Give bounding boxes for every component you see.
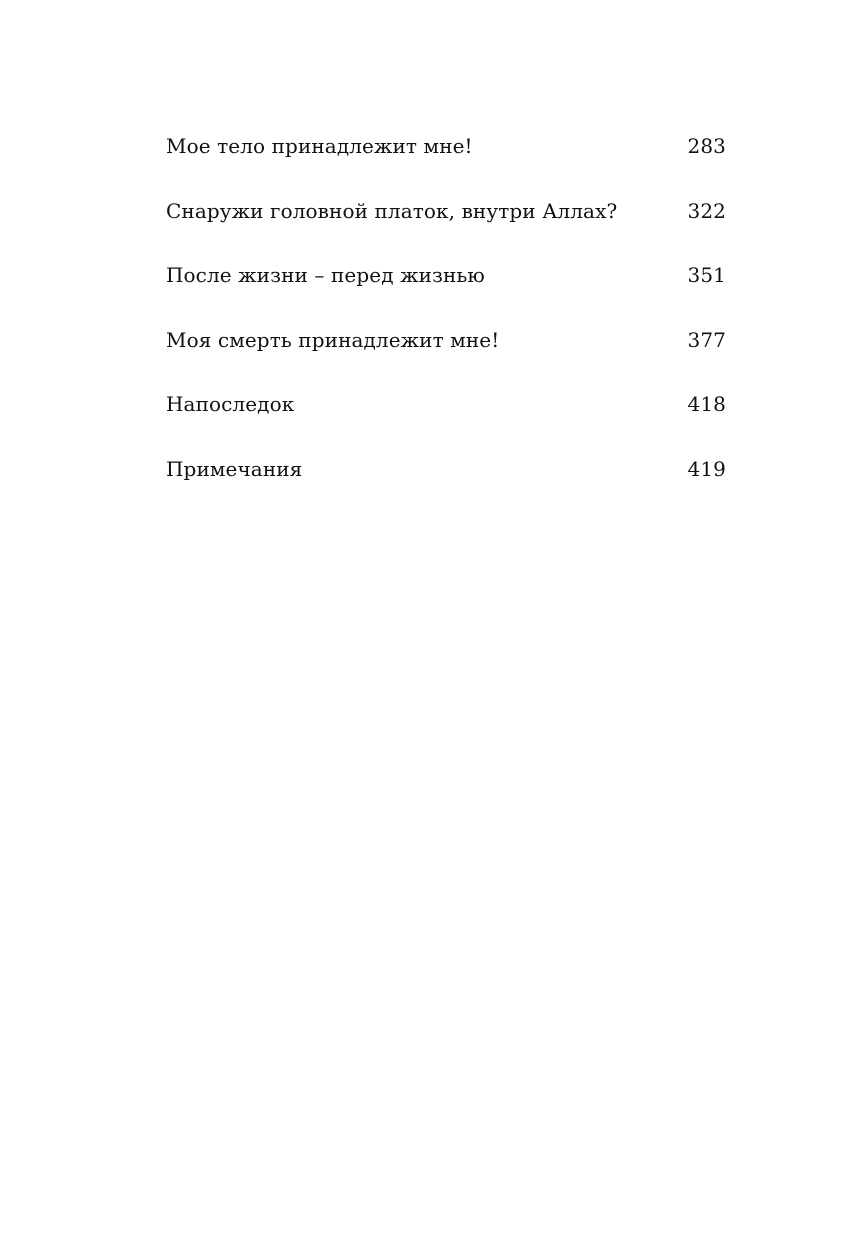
toc-entry-page-number: 351: [687, 263, 726, 288]
toc-entry: [166, 134, 726, 199]
toc-entry: [166, 263, 726, 328]
toc-entry-title: Напоследок: [166, 392, 295, 417]
table-of-contents: [166, 134, 726, 522]
toc-entry: [166, 328, 726, 393]
toc-entry-page-number: 377: [687, 327, 726, 352]
toc-entry-title: Снаружи головной платок, внутри Аллах?: [166, 198, 618, 223]
toc-entry-title: Моя смерть принадлежит мне!: [166, 327, 500, 352]
toc-entry: [166, 199, 726, 264]
toc-entry-page-number: 418: [687, 392, 726, 417]
toc-entry-page-number: 283: [687, 134, 726, 158]
toc-entry: [166, 457, 726, 522]
toc-entry-page-number: 322: [687, 198, 726, 223]
toc-entry-title: Примечания: [166, 456, 303, 481]
toc-entry-title: Мое тело принадлежит мне!: [166, 134, 473, 158]
toc-entry-title: После жизни – перед жизнью: [166, 263, 485, 288]
toc-entry: [166, 392, 726, 457]
toc-entry-page-number: 419: [687, 456, 726, 481]
